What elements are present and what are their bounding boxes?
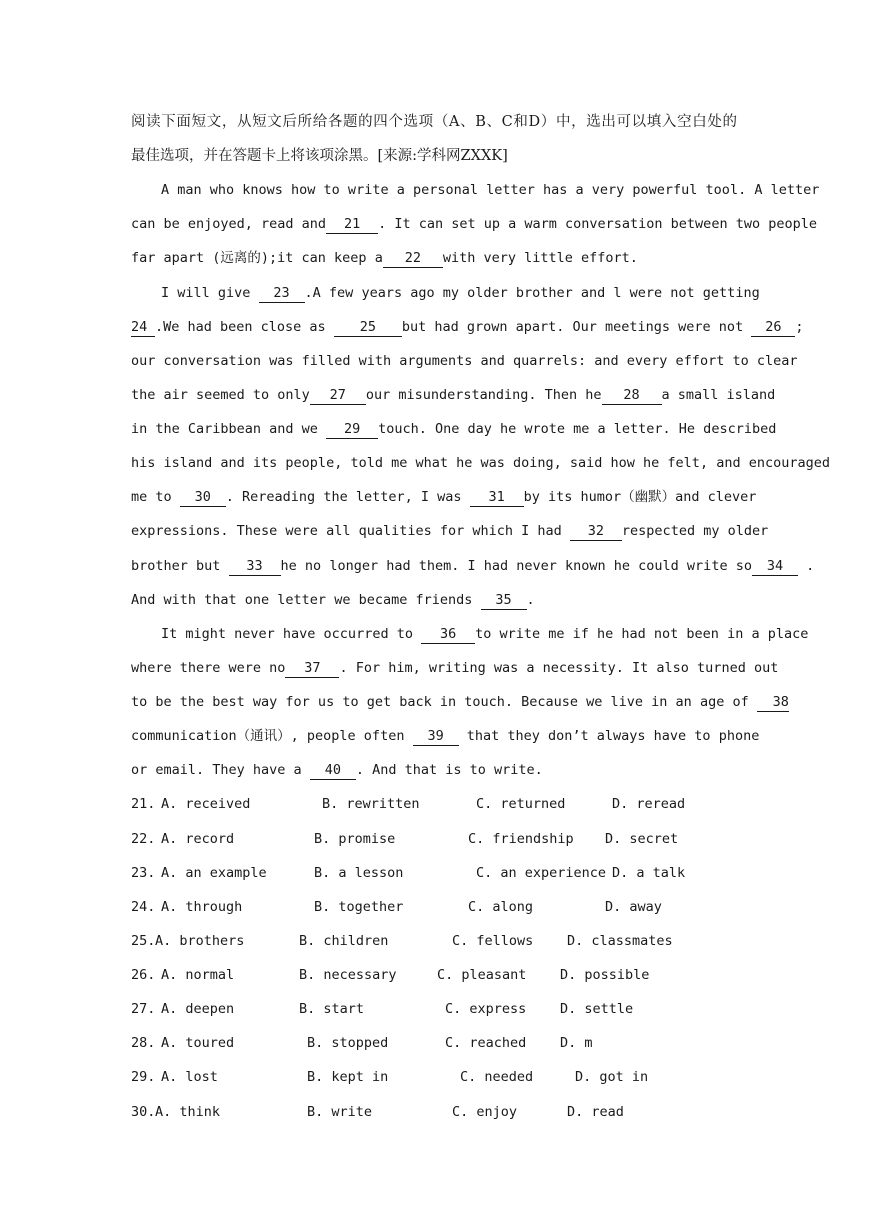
blank-28: 28 [602,387,662,405]
passage-p3-line-3: to be the best way for us to get back in touch. Because we live in an age of 38 [131,694,789,710]
passage-p2-line-7: me to 30 . Rereading the letter, I was 31 by its humor（幽默）and clever [131,489,757,505]
option-d[interactable]: D. secret [605,831,679,847]
option-c[interactable]: C. fellows [452,933,534,949]
option-c[interactable]: C. express [445,1001,527,1017]
blank-34: 34 [752,558,798,576]
question-number: 25. [131,933,156,949]
option-d[interactable]: D. reread [612,796,686,812]
blank-29: 29 [326,421,378,439]
option-c[interactable]: C. needed [460,1069,534,1085]
passage-p3-line-5: or email. They have a 40 . And that is to write. [131,762,543,778]
option-c[interactable]: C. friendship [468,831,574,847]
option-b[interactable]: B. children [299,933,389,949]
blank-21: 21 [326,216,378,234]
instructions-line-1: 阅读下面短文，从短文后所给各题的四个选项（A、B、C和D）中，选出可以填入空白处的 [131,114,737,130]
option-a[interactable]: A. deepen [161,1001,235,1017]
passage-p2-line-4: the air seemed to only 27 our misunderstanding. Then he 28 a small island [131,387,776,403]
blank-32: 32 [570,523,622,541]
question-number: 23. [131,865,156,881]
question-number: 27. [131,1001,156,1017]
passage-p2-line-10: And with that one letter we became friends 35 . [131,592,535,608]
option-a[interactable]: A. received [161,796,251,812]
option-b[interactable]: B. promise [314,831,396,847]
instructions-line-2: 最佳选项，并在答题卡上将该项涂黑。[来源:学科网ZXXK] [131,148,508,164]
blank-37: 37 [285,660,339,678]
option-c[interactable]: C. pleasant [437,967,527,983]
option-a[interactable]: A. through [161,899,243,915]
option-d[interactable]: D. settle [560,1001,634,1017]
option-b[interactable]: B. necessary [299,967,397,983]
blank-27: 27 [310,387,366,405]
option-d[interactable]: D. m [560,1035,593,1051]
passage-p3-line-2: where there were no 37 . For him, writing was a necessity. It also turned out [131,660,779,676]
passage-p1-line-3: far apart (远离的);it can keep a 22 with very little effort. [131,250,638,266]
option-b[interactable]: B. a lesson [314,865,404,881]
option-c[interactable]: C. reached [445,1035,527,1051]
blank-26: 26 [751,319,795,337]
option-d[interactable]: D. read [567,1104,624,1120]
question-number: 26. [131,967,156,983]
option-b[interactable]: B. kept in [307,1069,389,1085]
blank-25: 25 [334,319,402,337]
blank-30: 30 [180,489,226,507]
passage-p2-line-9: brother but 33 he no longer had them. I had never known he could write so 34 . [131,558,815,574]
option-b[interactable]: B. write [307,1104,373,1120]
question-number: 22. [131,831,156,847]
option-d[interactable]: D. classmates [567,933,673,949]
option-b[interactable]: B. start [299,1001,365,1017]
blank-33: 33 [229,558,281,576]
question-number: 30. [131,1104,156,1120]
option-a[interactable]: A. record [161,831,235,847]
option-c[interactable]: C. returned [476,796,566,812]
option-c[interactable]: C. an experience [476,865,607,881]
question-number: 29. [131,1069,156,1085]
passage-p2-line-2: 24 .We had been close as 25 but had grown apart. Our meetings were not 26 ; [131,319,804,335]
passage-p1-line-1: A man who knows how to write a personal letter has a very powerful tool. A letter [161,182,820,198]
option-a[interactable]: A. think [155,1104,221,1120]
option-a[interactable]: A. toured [161,1035,235,1051]
option-a[interactable]: A. an example [161,865,267,881]
blank-36: 36 [421,626,475,644]
option-d[interactable]: D. got in [575,1069,649,1085]
blank-38: 38 [757,694,789,712]
option-b[interactable]: B. rewritten [322,796,420,812]
passage-p2-line-8: expressions. These were all qualities for which I had 32 respected my older [131,523,769,539]
option-d[interactable]: D. away [605,899,662,915]
blank-23: 23 [259,285,305,303]
question-number: 28. [131,1035,156,1051]
passage-p2-line-6: his island and its people, told me what he was doing, said how he felt, and encouraged [131,455,830,471]
blank-35: 35 [481,592,527,610]
blank-31: 31 [470,489,524,507]
passage-p2-line-3: our conversation was filled with arguments and quarrels: and every effort to clear [131,353,798,369]
passage-p3-line-4: communication（通讯）, people often 39 that they don’t always have to phone [131,728,760,744]
option-d[interactable]: D. possible [560,967,650,983]
option-c[interactable]: C. enjoy [452,1104,518,1120]
option-b[interactable]: B. stopped [307,1035,389,1051]
blank-39: 39 [413,728,459,746]
blank-40: 40 [310,762,356,780]
option-a[interactable]: A. normal [161,967,235,983]
passage-p2-line-1: I will give 23 .A few years ago my older brother and l were not getting [161,285,760,301]
blank-24: 24 [131,319,155,337]
passage-p3-line-1: It might never have occurred to 36 to write me if he had not been in a place [161,626,809,642]
option-c[interactable]: C. along [468,899,534,915]
option-a[interactable]: A. brothers [155,933,245,949]
option-a[interactable]: A. lost [161,1069,218,1085]
option-b[interactable]: B. together [314,899,404,915]
option-d[interactable]: D. a talk [612,865,686,881]
blank-22: 22 [383,250,443,268]
question-number: 21. [131,796,156,812]
passage-p1-line-2: can be enjoyed, read and 21 . It can set up a warm conversation between two people [131,216,817,232]
passage-p2-line-5: in the Caribbean and we 29 touch. One day he wrote me a letter. He described [131,421,777,437]
question-number: 24. [131,899,156,915]
